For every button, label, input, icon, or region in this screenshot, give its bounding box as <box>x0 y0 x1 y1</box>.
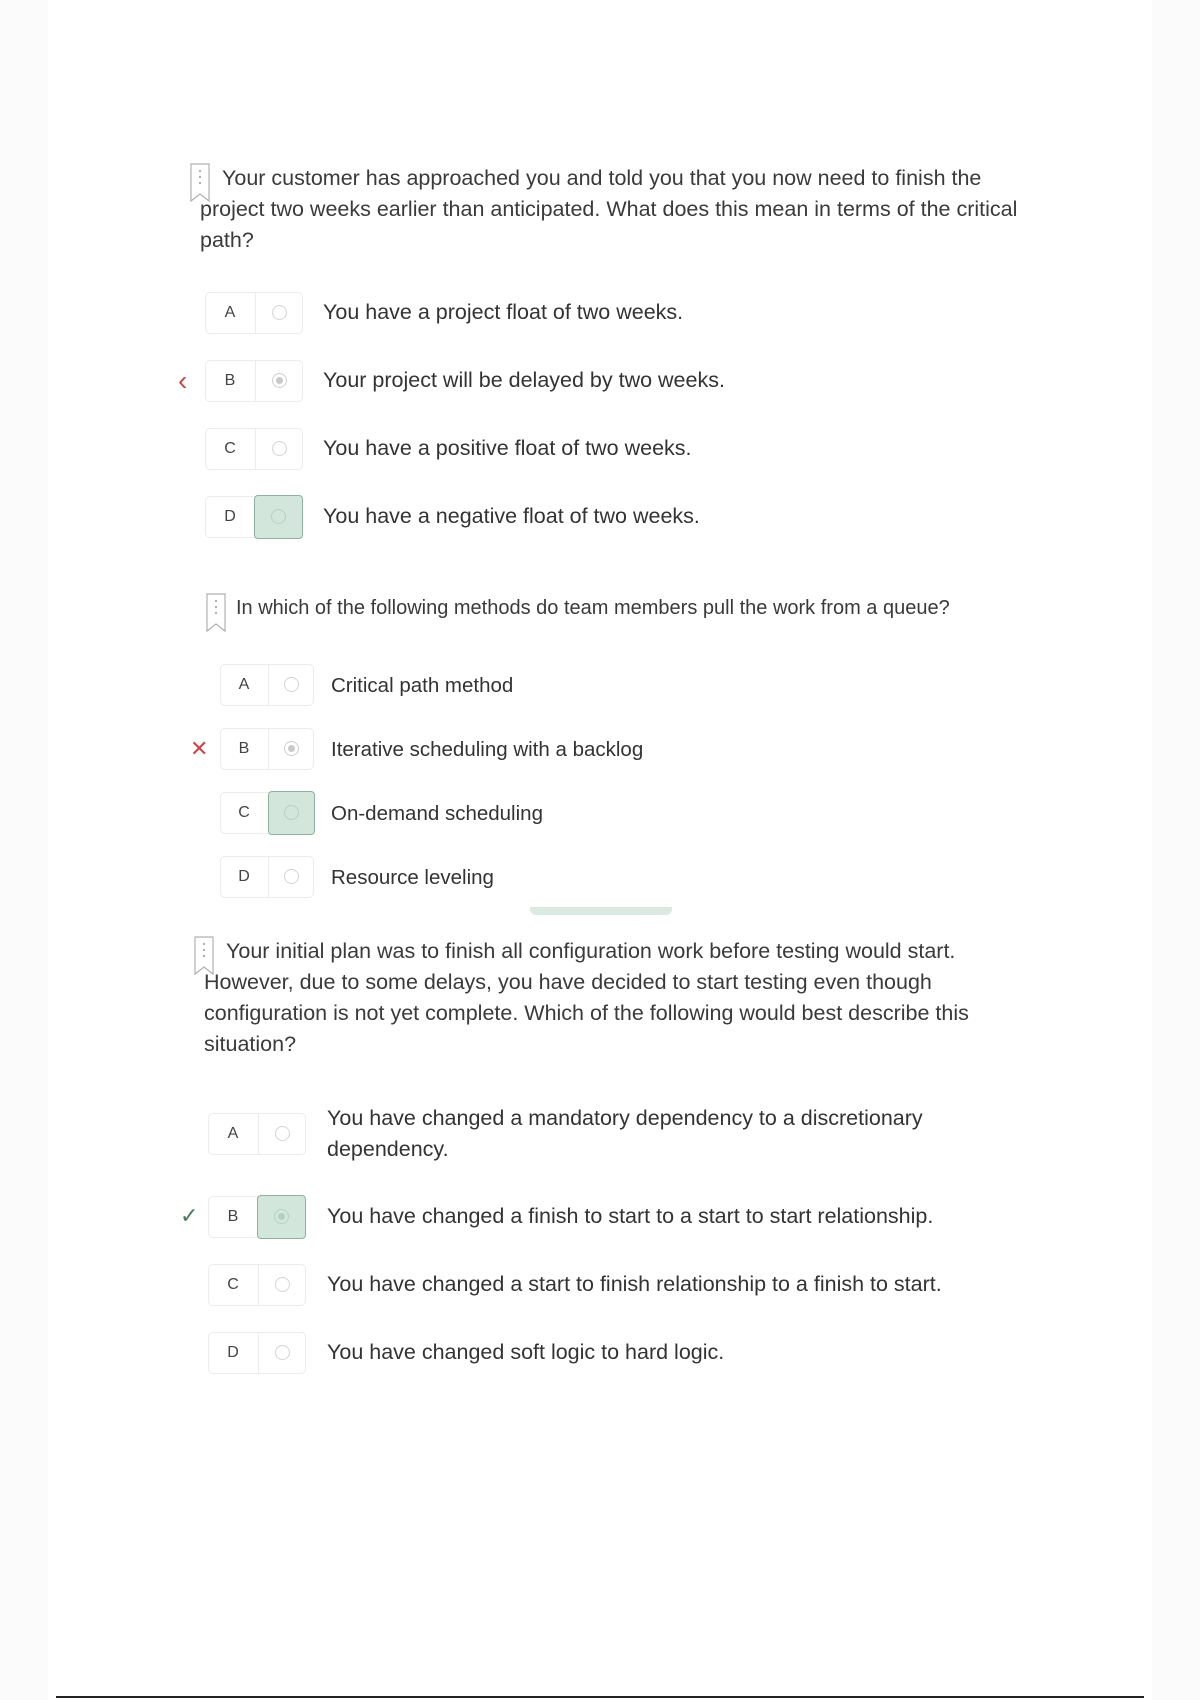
option-letter: B <box>224 372 236 389</box>
radio-cell[interactable] <box>258 1332 306 1374</box>
radio-icon[interactable] <box>284 869 299 884</box>
radio-icon[interactable] <box>271 509 286 524</box>
option-d[interactable] <box>208 1332 1038 1376</box>
radio-icon[interactable] <box>275 1277 290 1292</box>
radio-cell[interactable] <box>268 664 314 706</box>
option-a[interactable] <box>205 292 1005 336</box>
radio-icon[interactable] <box>275 1345 290 1360</box>
radio-cell[interactable] <box>255 360 303 402</box>
option-c[interactable] <box>205 428 1005 472</box>
option-letter: B <box>238 740 250 757</box>
option-a[interactable] <box>208 1106 1038 1161</box>
option-text: Iterative scheduling with a backlog <box>331 738 644 761</box>
option-d[interactable] <box>220 856 1020 900</box>
question-text: Your initial plan was to finish all configuration work before testing would start. However, due to some delays, you have decided to start testing even though configuration is not yet complete. Which of the following would best describe this situation? <box>204 939 969 1056</box>
radio-cell[interactable] <box>258 1113 306 1155</box>
radio-selected-icon[interactable] <box>272 373 287 388</box>
option-letter: D <box>238 868 250 885</box>
option-letter: A <box>238 676 250 693</box>
radio-icon[interactable] <box>272 305 287 320</box>
correct-answer-cell[interactable] <box>268 791 315 835</box>
option-letter: D <box>227 1344 239 1361</box>
question-text: Your customer has approached you and told you that you now need to finish the project two weeks earlier than anticipated. What does this mean in terms of the critical path? <box>200 166 1018 252</box>
radio-selected-icon[interactable] <box>274 1209 289 1224</box>
cross-icon: ✕ <box>190 736 209 761</box>
section-divider <box>530 907 672 915</box>
page-margin-right <box>1152 0 1200 1700</box>
radio-icon[interactable] <box>275 1126 290 1141</box>
option-text: You have changed soft logic to hard logic. <box>327 1340 725 1364</box>
option-text: You have a project float of two weeks. <box>323 300 684 324</box>
option-letter: B <box>227 1208 239 1225</box>
radio-icon[interactable] <box>284 805 299 820</box>
correct-answer-cell[interactable] <box>257 1195 306 1239</box>
check-icon: ✓ <box>180 1203 199 1228</box>
option-b[interactable] <box>205 360 1005 404</box>
question-text: In which of the following methods do team members pull the work from a queue? <box>236 597 950 619</box>
radio-cell[interactable] <box>258 1264 306 1306</box>
radio-cell[interactable] <box>255 428 303 470</box>
option-text: Your project will be delayed by two weeks. <box>323 368 725 392</box>
option-text: You have a positive float of two weeks. <box>323 436 692 460</box>
option-text: You have changed a mandatory dependency to a discretionary dependency. <box>327 1106 923 1161</box>
page-margin-left <box>0 0 48 1700</box>
option-text: You have changed a start to finish relationship to a finish to start. <box>327 1272 942 1296</box>
option-letter: A <box>227 1125 239 1142</box>
option-text: Critical path method <box>331 674 514 697</box>
radio-cell[interactable] <box>268 856 314 898</box>
option-letter: C <box>238 804 250 821</box>
option-d[interactable] <box>205 496 1005 540</box>
radio-cell[interactable] <box>255 292 303 334</box>
option-text: You have changed a finish to start to a start to start relationship. <box>327 1204 934 1228</box>
option-letter: D <box>224 508 236 525</box>
radio-cell[interactable] <box>268 728 314 770</box>
option-text: You have a negative float of two weeks. <box>323 504 700 528</box>
option-text: Resource leveling <box>331 866 494 889</box>
page-bottom-rule <box>56 1696 1144 1698</box>
option-c[interactable] <box>208 1264 1038 1308</box>
chevron-left-icon: ‹ <box>178 365 188 396</box>
option-letter: C <box>224 440 236 457</box>
radio-selected-icon[interactable] <box>284 741 299 756</box>
radio-icon[interactable] <box>272 441 287 456</box>
option-b[interactable] <box>220 728 1020 772</box>
option-letter: C <box>227 1276 239 1293</box>
option-c[interactable] <box>220 792 1020 836</box>
option-text: On-demand scheduling <box>331 802 543 825</box>
option-a[interactable] <box>220 664 1020 708</box>
option-letter: A <box>224 304 236 321</box>
correct-answer-cell[interactable] <box>254 495 303 539</box>
option-b[interactable] <box>208 1196 1038 1240</box>
radio-icon[interactable] <box>284 677 299 692</box>
